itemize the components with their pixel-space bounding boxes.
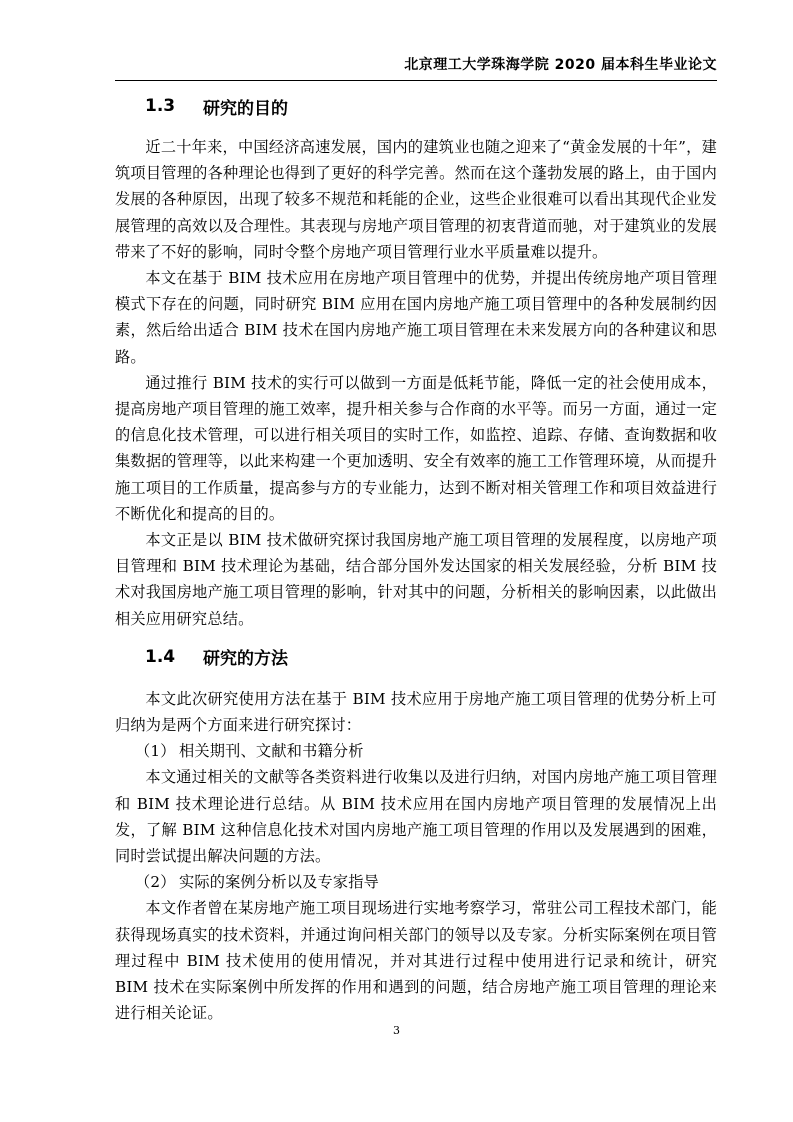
section-number: 1.3 — [145, 96, 176, 116]
list-item-label: （1） — [135, 742, 176, 761]
section-title: 研究的方法 — [203, 649, 288, 670]
page-header — [115, 52, 717, 81]
paragraph: 本文作者曾在某房地产施工项目现场进行实地考察学习，常驻公司工程技术部门，能获得现场真实的技术资料，并通过询问相关部门的领导以及专家。分析实际案例在项目管理过程中 BIM 技术使用的使用情况，并对其进行过程中使用进行记录和统计，研究 BIM 技术在实际案例中所发挥的作用和遇到的问题，结合房地产施工项目管理的理论来进行相关论证。 — [115, 899, 717, 1023]
list-item-title: 相关期刊、文献和书籍分析 — [179, 742, 364, 761]
paragraph: 本文此次研究使用方法在基于 BIM 技术应用于房地产施工项目管理的优势分析上可归纳为是两个方面来进行研究探讨： — [115, 689, 717, 735]
paragraph: 本文在基于 BIM 技术应用在房地产项目管理中的优势，并提出传统房地产项目管理模式下存在的问题，同时研究 BIM 应用在国内房地产施工项目管理中的各种发展制约因素，然后给出适合 BIM 技术在国内房地产施工项目管理在未来发展方向的各种建议和思路。 — [115, 269, 717, 366]
list-item-heading — [115, 738, 717, 764]
paragraph: 近二十年来，中国经济高速发展，国内的建筑业也随之迎来了“黄金发展的十年”，建筑项目管理的各种理论也得到了更好的科学完善。然而在这个蓬勃发展的路上，由于国内发展的各种原因，出现了较多不规范和耗能的企业，这些企业很难可以看出其现代企业发展管理的高效以及合理性。其表现与房地产项目管理的初衷背道而驰，对于建筑业的发展带来了不好的影响，同时令整个房地产项目管理行业水平质量难以提升。 — [115, 138, 717, 261]
paragraph: 通过推行 BIM 技术的实行可以做到一方面是低耗节能，降低一定的社会使用成本，提高房地产项目管理的施工效率，提升相关参与合作商的水平等。而另一方面，通过一定的信息化技术管理，可以进行相关项目的实时工作，如监控、追踪、存储、查询数据和收集数据的管理等，以此来构建一个更加透明、安全有效率的施工工作管理环境，从而提升施工项目的工作质量，提高参与方的专业能力，达到不断对相关管理工作和项目效益进行不断优化和提高的目的。 — [115, 373, 717, 523]
list-item-title: 实际的案例分析以及专家指导 — [179, 873, 380, 892]
section-heading-1-3 — [115, 92, 717, 120]
list-item-label: （2） — [135, 873, 176, 892]
section-number: 1.4 — [145, 646, 176, 667]
section-title: 研究的目的 — [203, 98, 288, 119]
header-title: 北京理工大学珠海学院 2020 届本科生毕业论文 — [404, 57, 717, 73]
paragraph: 本文通过相关的文献等各类资料进行收集以及进行归纳，对国内房地产施工项目管理和 BIM 技术理论进行总结。从 BIM 技术应用在国内房地产项目管理的发展情况上出发，了解 BIM 这种信息化技术对国内房地产施工项目管理的作用以及发展遇到的困难，同时尝试提出解决问题的方法。 — [115, 768, 717, 866]
section-heading-1-4 — [115, 640, 717, 674]
paragraph: 本文正是以 BIM 技术做研究探讨我国房地产施工项目管理的发展程度，以房地产项目管理和 BIM 技术理论为基础，结合部分国外发达国家的相关发展经验，分析 BIM 技术对我国房地产施工项目管理的影响，针对其中的问题，分析相关的影响因素，以此做出相关应用研究总结。 — [115, 531, 717, 628]
page-number: 3 — [393, 1024, 400, 1037]
page-body — [115, 90, 717, 1027]
list-item-heading — [115, 869, 717, 895]
